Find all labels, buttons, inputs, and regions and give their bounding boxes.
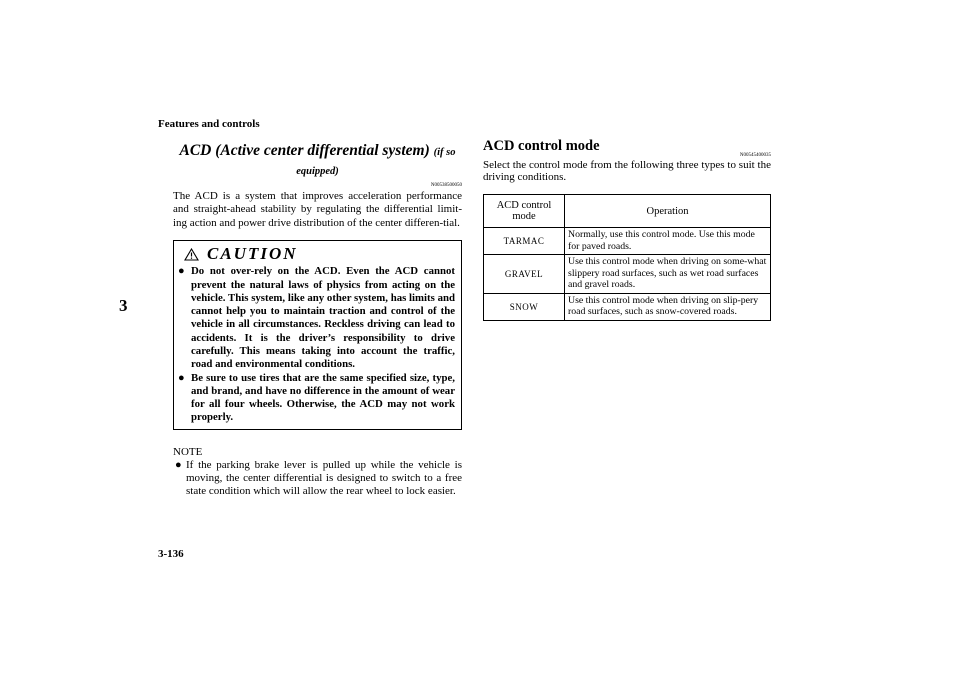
caution-item-text: Be sure to use tires that are the same specified size, type, and brand, and have no difference in the amount of wear for all four wheels. Otherwise, the ACD may not work properly.: [191, 371, 455, 424]
header-acd-control-mode: ACD control mode: [484, 195, 565, 228]
caution-item: [178, 265, 455, 371]
bullet-dot-icon: ●: [178, 371, 185, 384]
table-row: [484, 255, 771, 294]
mode-name-cell: GRAVEL: [484, 255, 565, 294]
table-row: [484, 293, 771, 320]
control-mode-title: ACD control mode: [483, 138, 600, 154]
caution-header: [178, 243, 455, 265]
page-header-title: Features and controls: [158, 118, 260, 130]
mode-operation-cell: Normally, use this control mode. Use this mode for paved roads.: [565, 228, 771, 255]
note-label: NOTE: [173, 445, 203, 458]
acd-intro-text: The ACD is a system that improves acceleration performance and straight-ahead stability by regulating the differential limit-ing action and power drive distribution of the center differen-tial.: [173, 190, 462, 229]
caution-item-text: Do not over-rely on the ACD. Even the ACD cannot prevent the natural laws of physics from acting on the vehicle. This system, like any other system, has limits and cannot help you to maintain traction and control of the vehicle in all circumstances. Reckless driving can lead to accidents. It is the driver’s responsibility to drive carefully. This means taking into account the traffic, road and environmental conditions.: [191, 265, 455, 371]
control-mode-ref-code: N00545400035: [739, 153, 771, 158]
caution-box: [173, 240, 462, 430]
mode-name-cell: SNOW: [484, 293, 565, 320]
right-column: [483, 138, 771, 321]
acd-section-title: [173, 142, 462, 180]
table-row: [484, 228, 771, 255]
warning-triangle-icon: [184, 248, 199, 261]
acd-ref-code: N00538500050: [430, 183, 462, 188]
bullet-dot-icon: ●: [178, 265, 185, 278]
caution-item: [178, 372, 455, 425]
bullet-dot-icon: ●: [175, 458, 182, 471]
page-number: 3-136: [158, 548, 184, 560]
acd-title-suffix: (if so equipped): [296, 147, 456, 177]
control-mode-intro: Select the control mode from the following three types to suit the driving conditions.: [483, 159, 771, 184]
left-column: [173, 142, 462, 499]
note-item-text: If the parking brake lever is pulled up while the vehicle is moving, the center differential is designed to switch to a free state condition which will allow the rear wheel to lock easier.: [186, 458, 462, 498]
acd-title-main: ACD (Active center differential system): [179, 142, 430, 159]
mode-operation-cell: Use this control mode when driving on slip-pery road surfaces, such as snow-covered roads.: [565, 293, 771, 320]
control-mode-table: [483, 194, 771, 321]
mode-operation-cell: Use this control mode when driving on some-what slippery road surfaces, such as wet road surfaces and gravel roads.: [565, 255, 771, 294]
header-operation: Operation: [565, 195, 771, 228]
note-item: [173, 459, 462, 499]
caution-label: CAUTION: [207, 244, 298, 264]
chapter-tab: 3: [119, 296, 128, 315]
mode-name-cell: TARMAC: [484, 228, 565, 255]
table-header-row: [484, 195, 771, 228]
